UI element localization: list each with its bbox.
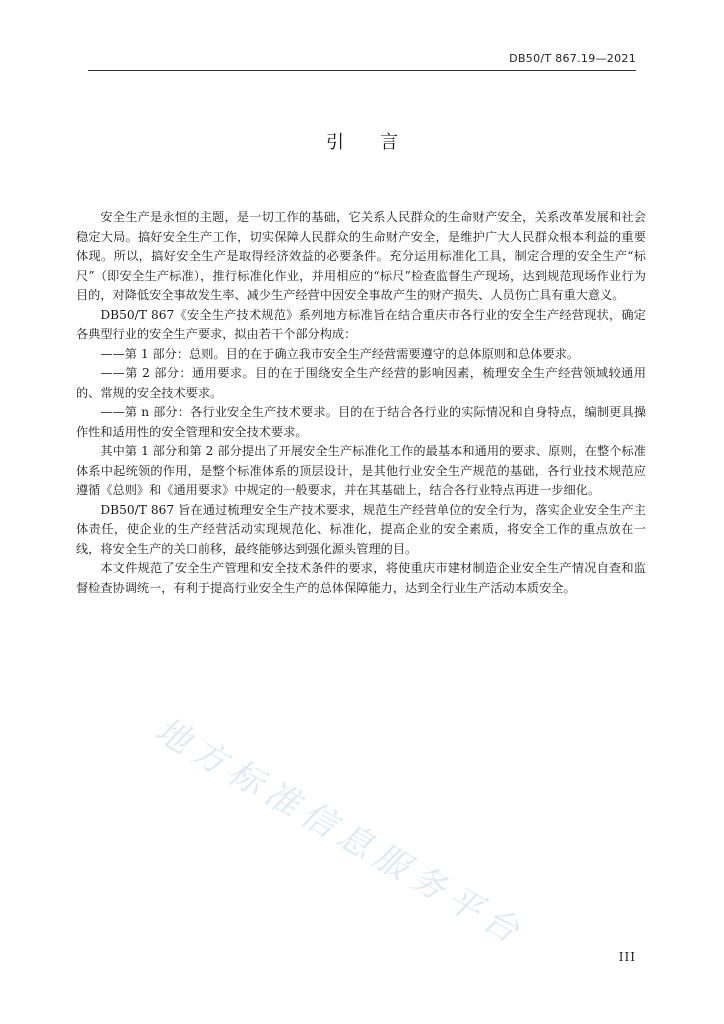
page-number: III (618, 950, 636, 964)
paragraph: 安全生产是永恒的主题，是一切工作的基础，它关系人民群众的生命财产安全，关系改革发展和社会稳定大局。搞好安全生产工作，切实保障人民群众的生命财产安全，是维护广大人民群众根本利益的重要体现。所以，搞好安全生产是取得经济效益的必要条件。充分运用标准化工具，制定合理的安全生产“标尺”（即安全生产标准），推行标准化作业，并用相应的“标尺”检查监督生产现场，达到规范现场作业行为目的，对降低安全事故发生率、减少生产经营中因安全事故产生的财产损失、人员伤亡具有重大意义。 (76, 210, 646, 302)
list-item: ——第 n 部分：各行业安全生产技术要求。目的在于结合各行业的实际情况和自身特点，编制更具操作性和适用性的安全管理和安全技术要求。 (76, 405, 646, 439)
watermark: 地方标准信息服务平台 (148, 710, 532, 955)
paragraph: DB50/T 867《安全生产技术规范》系列地方标准旨在结合重庆市各行业的安全生产经营现状，确定各典型行业的安全生产要求，拟由若干个部分构成： (76, 307, 646, 341)
paragraph: DB50/T 867 旨在通过梳理安全生产技术要求，规范生产经营单位的安全行为，落实企业安全生产主体责任，使企业的生产经营活动实现规范化、标准化，提高企业的安全素质，将安全工作的重点放在一线，将安全生产的关口前移，最终能够达到强化源头管理的目。 (76, 502, 646, 556)
paragraph: 本文件规范了安全生产管理和安全技术条件的要求，将使重庆市建材制造企业安全生产情况自查和监督检查协调统一，有利于提高行业安全生产的总体保障能力，达到全行业生产活动本质安全。 (76, 561, 646, 595)
paragraph: 其中第 1 部分和第 2 部分提出了开展安全生产标准化工作的最基本和通用的要求、原则，在整个标准体系中起统领的作用，是整个标准体系的顶层设计，是其他行业安全生产规范的基础，各行业技术规范应遵循《总则》和《通用要求》中规定的一般要求，并在其基础上，结合各行业特点再进一步细化。 (76, 444, 646, 497)
list-item: ——第 1 部分：总则。目的在于确立我市安全生产经营需要遵守的总体原则和总体要求。 (100, 346, 580, 361)
list-item: ——第 2 部分：通用要求。目的在于围绕安全生产经营的影响因素，梳理安全生产经营领域较通用的、常规的安全技术要求。 (76, 366, 646, 400)
page-title: 引言 (326, 132, 434, 153)
standard-code: DB50/T 867.19—2021 (509, 52, 636, 65)
body-text (76, 208, 646, 598)
header-divider (88, 70, 636, 71)
